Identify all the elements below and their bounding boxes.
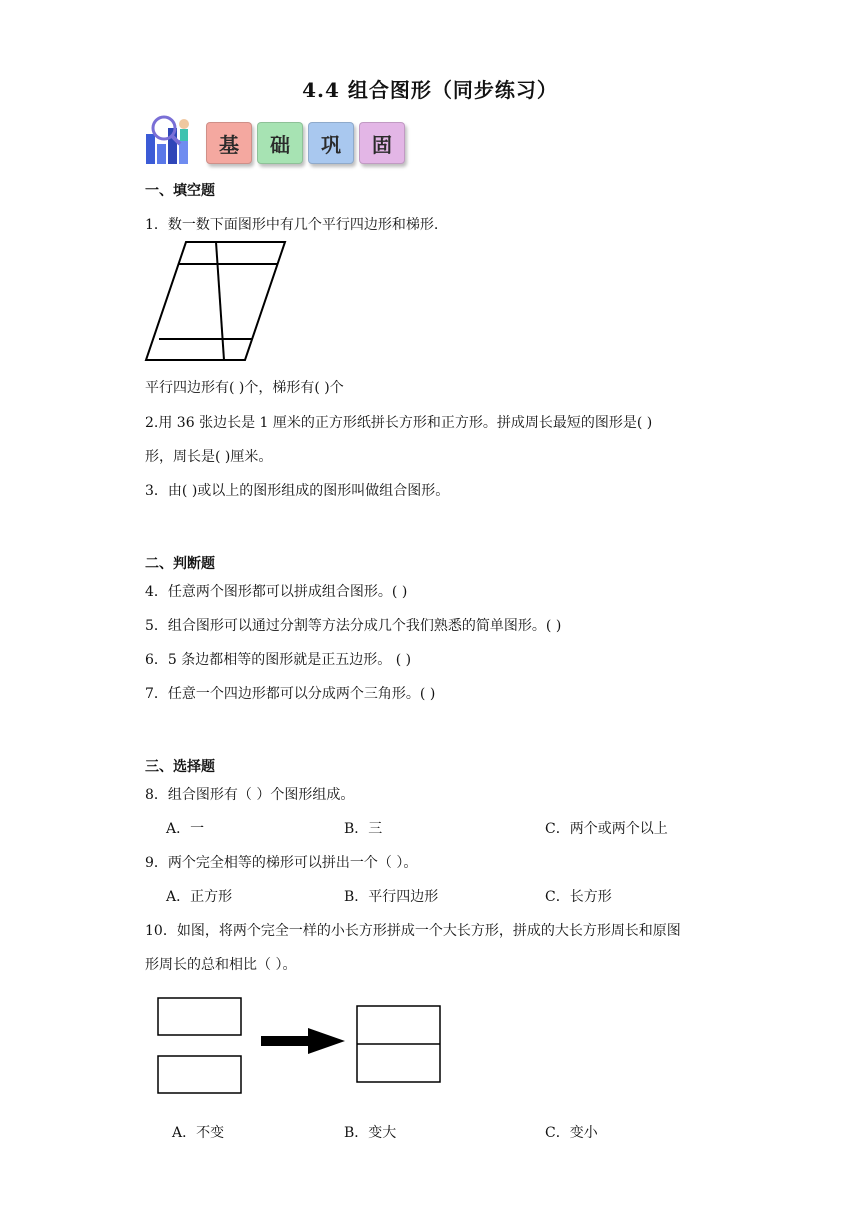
question-1-answer: 平行四边形有( )个，梯形有( )个 — [145, 380, 344, 396]
section-heading-judge: 二、判断题 — [145, 556, 215, 572]
magnifier-chart-icon — [144, 114, 200, 168]
question-8-option-a[interactable]: A．一 — [166, 821, 205, 837]
section-heading-choice: 三、选择题 — [145, 759, 215, 775]
section-heading-fill: 一、填空题 — [145, 183, 215, 199]
question-8-option-c[interactable]: C．两个或两个以上 — [545, 821, 668, 837]
question-2-line-2: 形，周长是( )厘米。 — [145, 449, 273, 465]
banner-tile-gu: 固 — [359, 122, 405, 164]
parallelogram-figure — [140, 236, 290, 366]
question-5: 5．组合图形可以通过分割等方法分成几个我们熟悉的简单图形。( ) — [145, 618, 562, 634]
question-4: 4．任意两个图形都可以拼成组合图形。( ) — [145, 584, 408, 600]
question-10-line-2: 形周长的总和相比（ ）。 — [145, 957, 297, 973]
question-10-option-b[interactable]: B．变大 — [344, 1125, 397, 1141]
question-1: 1．数一数下面图形中有几个平行四边形和梯形. — [145, 217, 439, 233]
question-6: 6．5 条边都相等的图形就是正五边形。 ( ) — [145, 652, 412, 668]
banner-tiles — [206, 122, 405, 164]
arrow-right-icon — [261, 1028, 345, 1054]
page-title: 4.4 组合图形（同步练习） — [302, 78, 558, 102]
rectangles-combine-figure — [150, 990, 450, 1100]
banner-tile-ji: 基 — [206, 122, 252, 164]
section-banner — [144, 114, 414, 168]
question-10-option-c[interactable]: C．变小 — [545, 1125, 598, 1141]
banner-tile-chu: 础 — [257, 122, 303, 164]
question-9-option-c[interactable]: C．长方形 — [545, 889, 612, 905]
question-9: 9．两个完全相等的梯形可以拼出一个（ ）。 — [145, 855, 418, 871]
question-2-line-1: 2.用 36 张边长是 1 厘米的正方形纸拼长方形和正方形。拼成周长最短的图形是( ) — [145, 415, 653, 431]
question-8: 8．组合图形有（ ）个图形组成。 — [145, 787, 355, 803]
question-9-option-a[interactable]: A．正方形 — [166, 889, 233, 905]
question-7: 7．任意一个四边形都可以分成两个三角形。( ) — [145, 686, 436, 702]
question-3: 3．由( )或以上的图形组成的图形叫做组合图形。 — [145, 483, 450, 499]
question-8-option-b[interactable]: B．三 — [344, 821, 383, 837]
banner-tile-gong: 巩 — [308, 122, 354, 164]
question-10-option-a[interactable]: A．不变 — [172, 1125, 225, 1141]
question-10-line-1: 10．如图，将两个完全一样的小长方形拼成一个大长方形，拼成的大长方形周长和原图 — [145, 923, 681, 939]
question-9-option-b[interactable]: B．平行四边形 — [344, 889, 439, 905]
